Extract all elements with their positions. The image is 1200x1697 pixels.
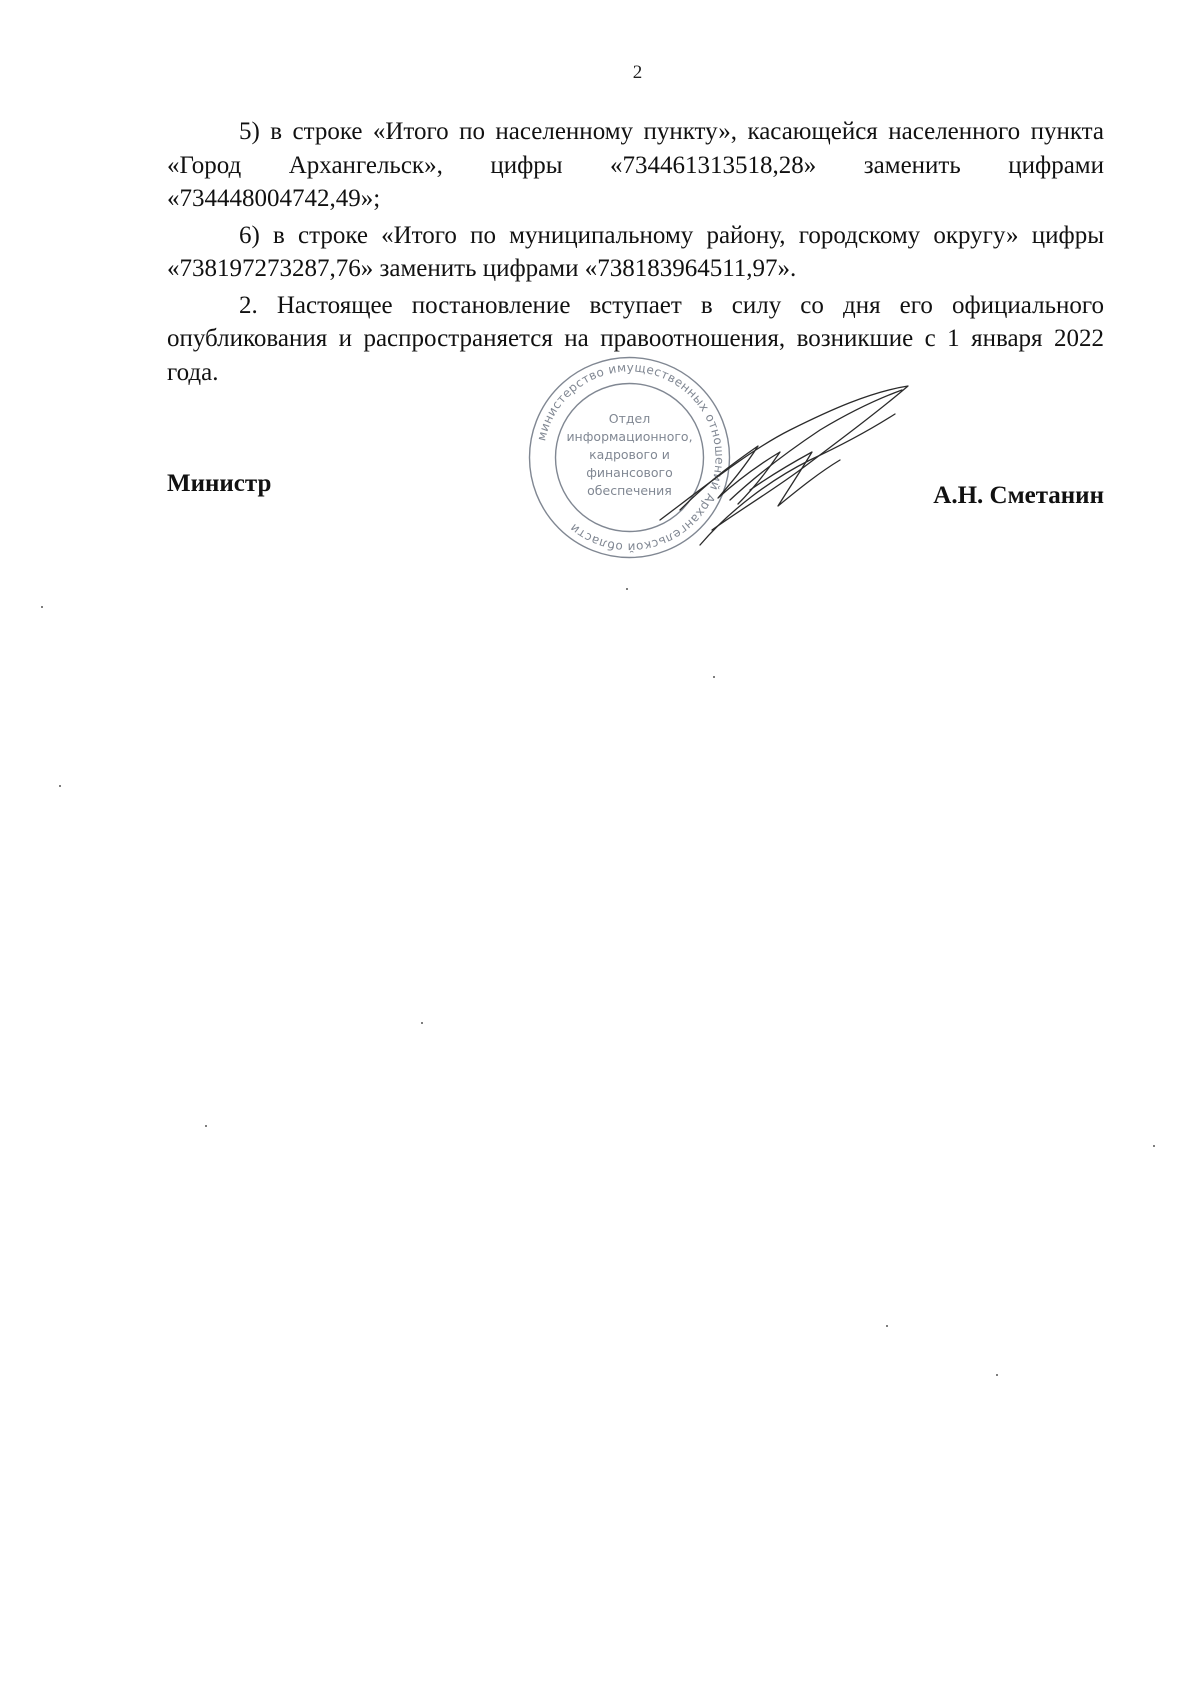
- scan-speck: [996, 1374, 998, 1376]
- scan-speck: [886, 1325, 888, 1327]
- signatory-name: А.Н. Сметанин: [933, 482, 1104, 509]
- scan-speck: [1153, 1145, 1155, 1147]
- stamp-center-line: финансового: [586, 465, 673, 480]
- paragraph-item-6: 6) в строке «Итого по муниципальному району, городскому округу» цифры «738197273287,76» заменить цифрами «738183964511,97».: [167, 221, 1104, 282]
- stamp-center-line: информационного,: [566, 429, 693, 444]
- document-body: [167, 115, 1104, 392]
- scan-speck: [421, 1022, 423, 1024]
- scan-speck: [205, 1125, 207, 1127]
- handwritten-signature: [640, 380, 920, 550]
- stamp-center-line: кадрового и: [589, 447, 670, 462]
- signatory-title: Министр: [167, 470, 272, 497]
- stamp-center-line: обеспечения: [587, 483, 672, 498]
- stamp-center-line: Отдел: [608, 411, 651, 426]
- stamp-ring-text: министерство имущественных отношений Архангельской области: [534, 360, 727, 555]
- paragraph-item-5: 5) в строке «Итого по населенному пункту», касающейся населенного пункта «Город Архангельск», цифры «734461313518,28» заменить цифрами «734448004742,49»;: [167, 118, 1104, 212]
- page-number: 2: [632, 62, 643, 83]
- scan-speck: [713, 676, 715, 678]
- scan-speck: [41, 606, 43, 608]
- scan-speck: [59, 785, 61, 787]
- paragraph-effective-date: 2. Настоящее постановление вступает в силу со дня его официального опубликования и распространяется на правоотношения, возникшие с 1 января 2022 года.: [167, 291, 1104, 386]
- scan-speck: [626, 588, 628, 590]
